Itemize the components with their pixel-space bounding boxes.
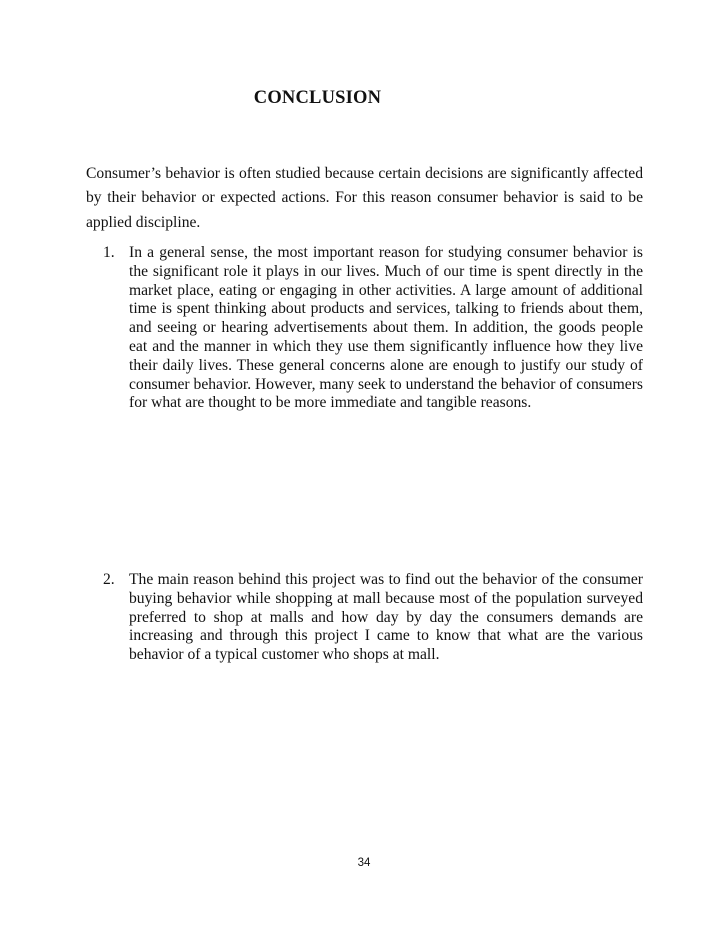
page-number: 34 bbox=[357, 857, 371, 869]
page-title: CONCLUSION bbox=[253, 88, 382, 108]
list-item bbox=[103, 571, 643, 665]
list-item-text: The main reason behind this project was to find out the behavior of the consumer buying behavior while shopping at mall because most of the population surveyed preferred to shop at malls and how day by day the consumers demands are increasing and through this project I came to know that what are the various behavior of a typical customer who shops at mall. bbox=[129, 571, 643, 664]
list-item-number: 1. bbox=[103, 244, 115, 261]
intro-paragraph: Consumer’s behavior is often studied because certain decisions are significantly affected by their behavior or expected actions. For this reason consumer behavior is said to be applied discipline. bbox=[86, 165, 643, 231]
list-item bbox=[103, 244, 643, 413]
list-item-number: 2. bbox=[103, 571, 115, 588]
list-item-text: In a general sense, the most important reason for studying consumer behavior is the significant role it plays in our lives. Much of our time is spent directly in the market place, eating or engaging in other activities. A large amount of additional time is spent thinking about products and services, talking to friends about them, and seeing or hearing advertisements about them. In addition, the goods people eat and the manner in which they use them significantly influence how they live their daily lives. These general concerns alone are enough to justify our study of consumer behavior. However, many seek to understand the behavior of consumers for what are thought to be more immediate and tangible reasons. bbox=[129, 244, 643, 412]
